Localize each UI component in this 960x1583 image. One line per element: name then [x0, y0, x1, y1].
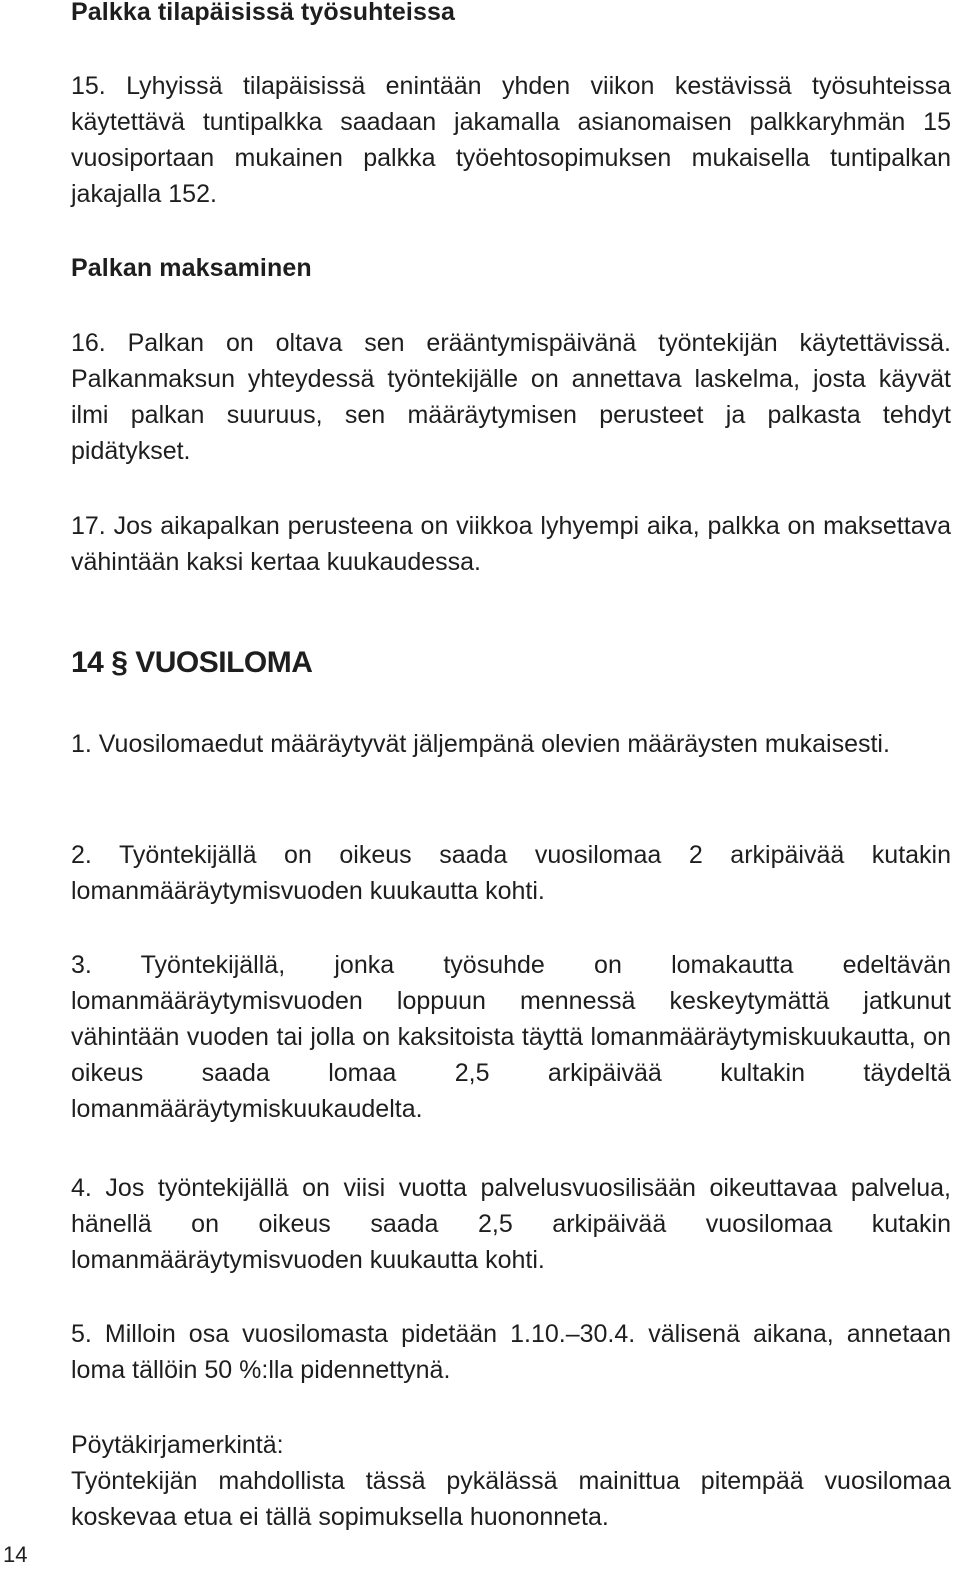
paragraph-17: 17. Jos aikapalkan perusteena on viikkoa lyhyempi aika, palkka on maksettava vähintään kaksi kertaa kuukaudessa. — [71, 512, 951, 576]
note-text: Työntekijän mahdollista tässä pykälässä mainittua pitempää vuosilomaa koskevaa etua ei tällä sopimuksella huononneta. — [71, 1467, 951, 1531]
paragraph-16: 16. Palkan on oltava sen erääntymispäivänä työntekijän käytettävissä. Palkanmaksun yhteydessä työntekijälle on annettava laskelma, josta käyvät ilmi palkan suuruus, sen määräytymisen perusteet ja palkasta tehdyt pidätykset. — [71, 329, 951, 465]
page-number: 14 — [3, 1542, 28, 1567]
heading-temporary-pay: Palkka tilapäisissä työsuhteissa — [71, 0, 455, 26]
section-title-vuosiloma: 14 § VUOSILOMA — [71, 646, 313, 679]
paragraph-vacation-4: 4. Jos työntekijällä on viisi vuotta palvelusvuosilisään oikeuttavaa palvelua, hänellä on oikeus saada 2,5 arkipäivää vuosilomaa kutakin lomanmääräytymisvuoden kuukautta kohti. — [71, 1174, 951, 1274]
paragraph-vacation-3: 3. Työntekijällä, jonka työsuhde on lomakautta edeltävän lomanmääräytymisvuoden loppuun mennessä keskeytymättä jatkunut vähintään vuoden tai jolla on kaksitoista täyttä lomanmääräytymiskuukautta, on oikeus saada lomaa 2,5 arkipäivää kultakin täydeltä lomanmääräytymiskuukaudelta. — [71, 951, 951, 1123]
paragraph-vacation-1: 1. Vuosilomaedut määräytyvät jäljempänä olevien määräysten mukaisesti. — [71, 730, 890, 758]
paragraph-15: 15. Lyhyissä tilapäisissä enintään yhden viikon kestävissä työsuhteissa käytettävä tuntipalkka saadaan jakamalla asianomaisen palkkaryhmän 15 vuosiportaan mukainen palkka työehtosopimuksen mukaisella tuntipalkan jakajalla 152. — [71, 72, 951, 208]
heading-payment: Palkan maksaminen — [71, 254, 312, 282]
note-label: Pöytäkirjamerkintä: — [71, 1431, 284, 1459]
paragraph-vacation-2: 2. Työntekijällä on oikeus saada vuosilomaa 2 arkipäivää kutakin lomanmääräytymisvuoden kuukautta kohti. — [71, 841, 951, 905]
paragraph-vacation-5: 5. Milloin osa vuosilomasta pidetään 1.10.–30.4. välisenä aikana, annetaan loma tällöin 50 %:lla pidennettynä. — [71, 1320, 951, 1384]
